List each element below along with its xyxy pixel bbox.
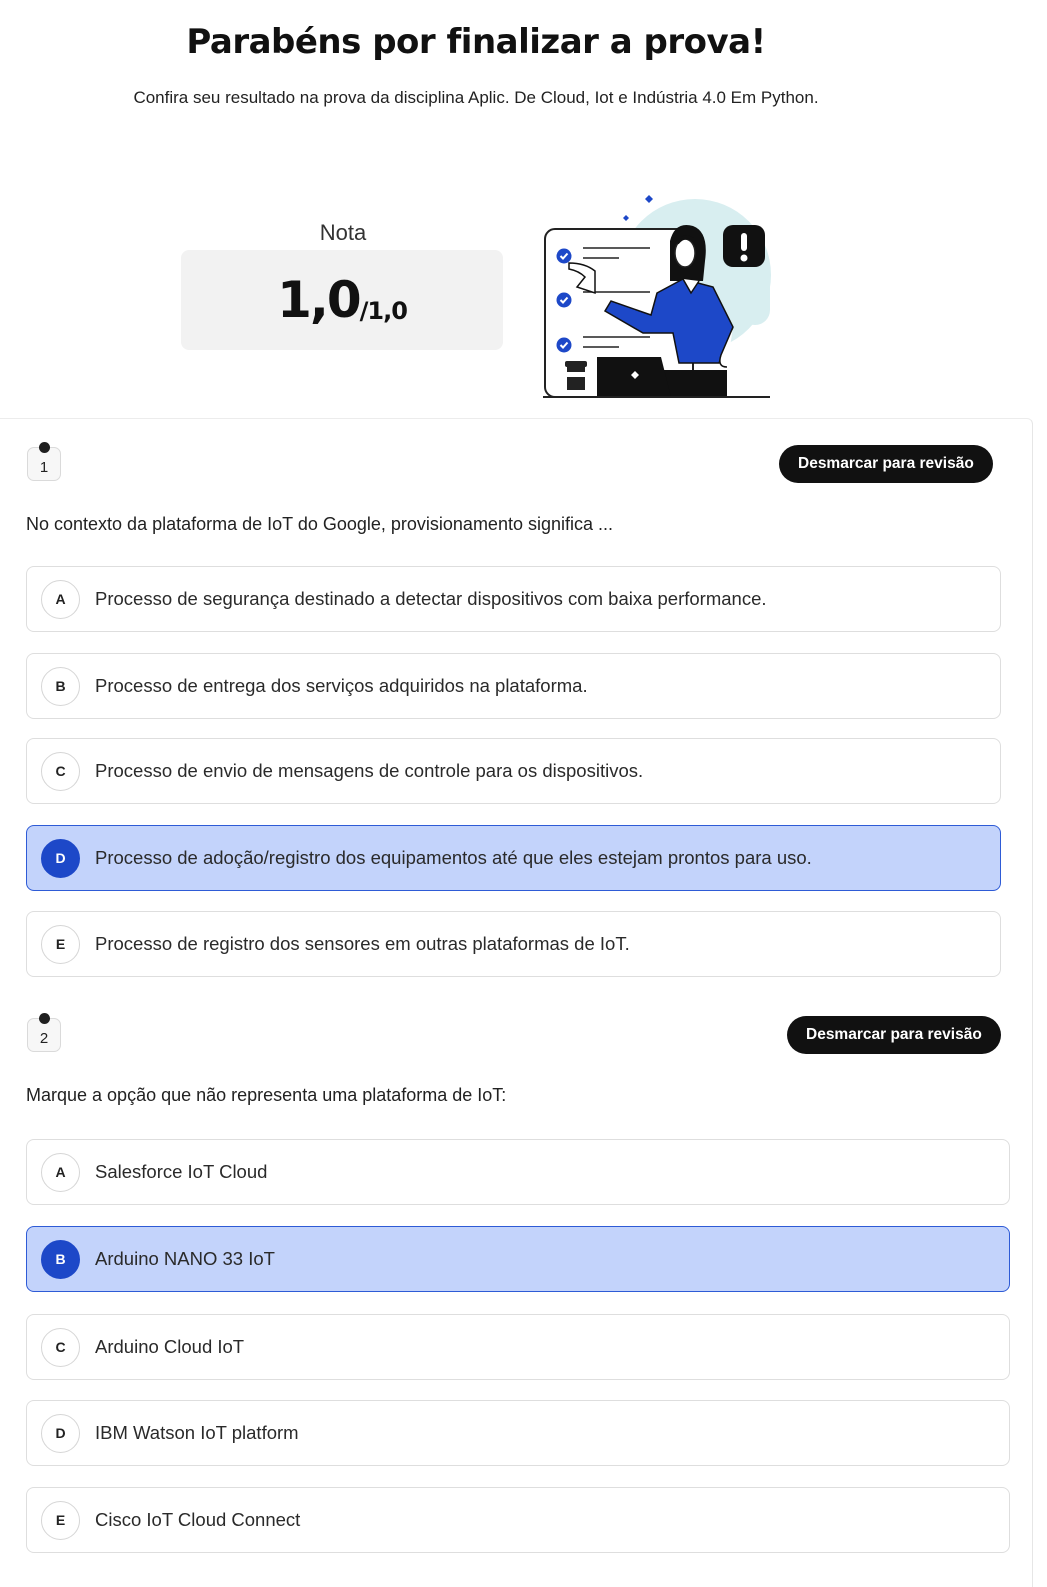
option-letter: A [41, 1153, 80, 1192]
option-letter: A [41, 580, 80, 619]
page-subtitle: Confira seu resultado na prova da disciplina Aplic. De Cloud, Iot e Indústria 4.0 Em Python. [133, 88, 819, 107]
option-text: Cisco IoT Cloud Connect [95, 1509, 301, 1530]
grade-value: 1,0 [277, 271, 360, 329]
option-letter: E [41, 925, 80, 964]
unmark-review-button[interactable]: Desmarcar para revisão [779, 445, 993, 483]
question-number: 2 [39, 1030, 49, 1047]
option-text: Arduino Cloud IoT [95, 1336, 245, 1357]
option-letter: D [41, 839, 80, 878]
option-text: IBM Watson IoT platform [95, 1422, 299, 1443]
option-letter: E [41, 1501, 80, 1540]
option-text: Arduino NANO 33 IoT [95, 1248, 275, 1269]
option-letter: B [41, 1240, 80, 1279]
option-text: Processo de envio de mensagens de controle para os dispositivos. [95, 760, 644, 781]
option-a[interactable] [26, 566, 1001, 632]
option-d[interactable] [26, 1400, 1010, 1466]
option-letter: D [41, 1414, 80, 1453]
question-number: 1 [39, 459, 49, 476]
option-e[interactable] [26, 911, 1001, 977]
option-text: Processo de segurança destinado a detectar dispositivos com baixa performance. [95, 588, 767, 609]
question-text: No contexto da plataforma de IoT do Google, provisionamento significa ... [26, 514, 614, 534]
option-b-selected[interactable] [26, 1226, 1010, 1292]
option-a[interactable] [26, 1139, 1010, 1205]
option-letter: C [41, 1328, 80, 1367]
exam-complete-illustration [535, 185, 780, 400]
review-marker-dot [39, 442, 50, 453]
option-text: Processo de adoção/registro dos equipamentos até que eles estejam prontos para uso. [95, 847, 812, 868]
option-c[interactable] [26, 738, 1001, 804]
option-c[interactable] [26, 1314, 1010, 1380]
option-text: Salesforce IoT Cloud [95, 1161, 268, 1182]
grade-label: Nota [319, 220, 367, 245]
unmark-review-button[interactable]: Desmarcar para revisão [787, 1016, 1001, 1054]
option-d-selected[interactable] [26, 825, 1001, 891]
question-text: Marque a opção que não representa uma plataforma de IoT: [26, 1085, 507, 1105]
option-e[interactable] [26, 1487, 1010, 1553]
grade-total: /1,0 [359, 297, 407, 325]
option-b[interactable] [26, 653, 1001, 719]
question-number-badge[interactable] [27, 447, 61, 481]
grade-box [181, 250, 503, 350]
review-marker-dot [39, 1013, 50, 1024]
option-text: Processo de entrega dos serviços adquiridos na plataforma. [95, 675, 588, 696]
option-letter: B [41, 667, 80, 706]
question-number-badge[interactable] [27, 1018, 61, 1052]
option-letter: C [41, 752, 80, 791]
page-title: Parabéns por finalizar a prova! [186, 22, 766, 62]
option-text: Processo de registro dos sensores em outras plataformas de IoT. [95, 933, 630, 954]
